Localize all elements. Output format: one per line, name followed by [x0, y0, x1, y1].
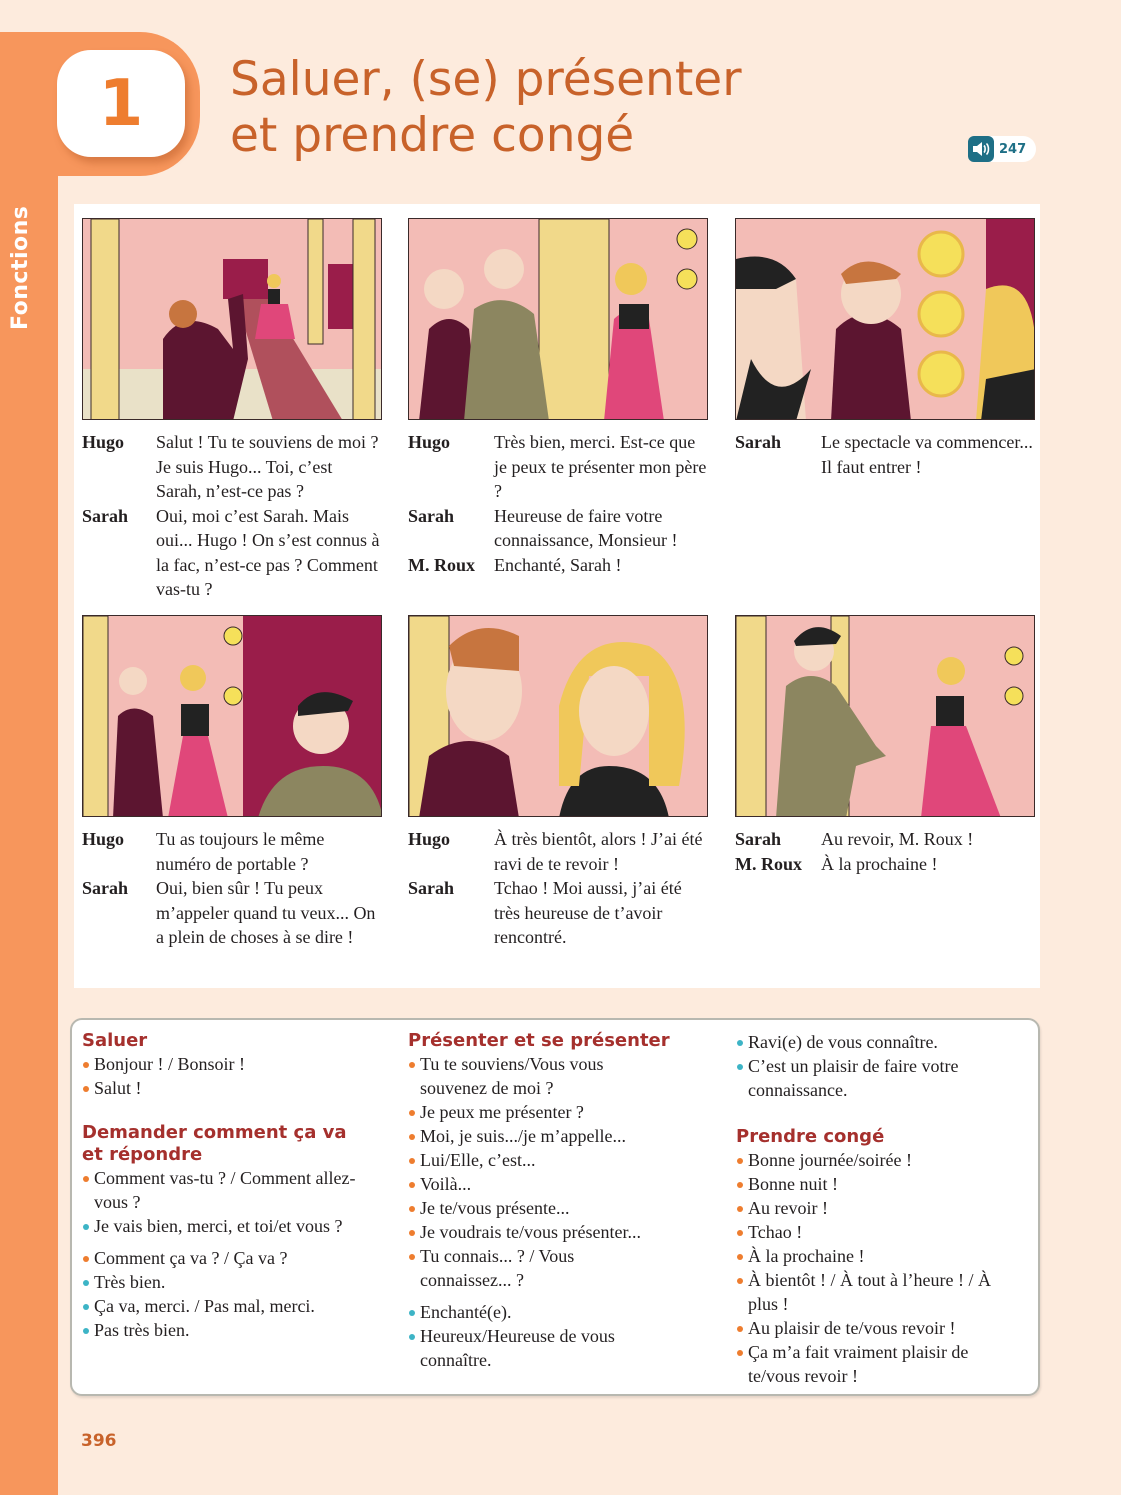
- panel-illustration: [408, 615, 708, 817]
- dialogue-text: Très bien, merci. Est-ce que je peux te présenter mon père ?: [494, 432, 707, 501]
- panel-illustration: [82, 218, 382, 420]
- speaker-name: Hugo: [82, 829, 125, 849]
- dialogue-line: [408, 876, 708, 950]
- audio-track-number: 247: [999, 141, 1027, 157]
- list-item: Bonne journée/soirée !: [736, 1148, 1026, 1172]
- list-item: Je voudrais te/vous présenter...: [408, 1220, 718, 1244]
- list-saluer: [82, 1052, 387, 1100]
- list-presenter-continued: [736, 1030, 1026, 1102]
- list-item: Heureux/Heureuse de vous connaître.: [408, 1324, 658, 1372]
- panel-dialogue: [82, 430, 382, 602]
- dialogue-line: [82, 430, 382, 504]
- title-line-2: et prendre congé: [230, 108, 635, 163]
- comic-panel-4: [82, 615, 382, 950]
- panel-dialogue: [82, 827, 382, 950]
- list-item: Comment vas-tu ? / Comment allez-vous ?: [82, 1166, 387, 1214]
- list-item: Je te/vous présente...: [408, 1196, 718, 1220]
- speaker-name: Sarah: [735, 432, 782, 452]
- dialogue-text: À la prochaine !: [821, 853, 938, 874]
- dialogue-line: [408, 430, 708, 504]
- vocab-column-1: [82, 1030, 387, 1342]
- panel-dialogue: [735, 827, 1035, 876]
- dialogue-text: Enchanté, Sarah !: [494, 554, 622, 575]
- panel-illustration: [82, 615, 382, 817]
- audio-track-button[interactable]: [968, 136, 1036, 162]
- vocabulary-box: [70, 1018, 1040, 1396]
- list-item: Tu te souviens/Vous vous souvenez de moi ?: [408, 1052, 648, 1100]
- list-item: Moi, je suis.../je m’appelle...: [408, 1124, 718, 1148]
- comic-panel-2: [408, 218, 708, 577]
- dialogue-line: [408, 504, 708, 553]
- list-item: Je vais bien, merci, et toi/et vous ?: [82, 1214, 387, 1238]
- section-heading-presenter: Présenter et se présenter: [408, 1030, 670, 1051]
- speaker-name: Sarah: [82, 505, 129, 526]
- panel-dialogue: [735, 430, 1035, 479]
- panel-illustration: [735, 615, 1035, 817]
- dialogue-text: À très bientôt, alors ! J’ai été ravi de te revoir !: [494, 829, 703, 874]
- vocab-column-3: [736, 1030, 1026, 1388]
- comic-strip: [74, 204, 1040, 988]
- dialogue-line: [735, 827, 1035, 852]
- list-item: Lui/Elle, c’est...: [408, 1148, 718, 1172]
- list-item: Ça m’a fait vraiment plaisir de te/vous revoir !: [736, 1340, 986, 1388]
- section-heading-demander: Demander comment ça va et répondre: [82, 1122, 347, 1165]
- list-item: À bientôt ! / À tout à l’heure ! / À plus !: [736, 1268, 1018, 1316]
- dialogue-line: [82, 827, 382, 876]
- list-item: Voilà...: [408, 1172, 718, 1196]
- list-item: Tu connais... ? / Vous connaissez... ?: [408, 1244, 638, 1292]
- speaker-name: Sarah: [735, 829, 782, 849]
- speaker-name: Hugo: [82, 432, 125, 452]
- speaker-icon: [968, 136, 994, 162]
- comic-panel-3: [735, 218, 1035, 479]
- section-heading-saluer: Saluer: [82, 1030, 148, 1051]
- dialogue-text: Heureuse de faire votre connaissance, Monsieur !: [494, 505, 678, 550]
- panel-illustration: [408, 218, 708, 420]
- list-item: Comment ça va ? / Ça va ?: [82, 1246, 387, 1270]
- comic-panel-6: [735, 615, 1035, 876]
- title-line-1: Saluer, (se) présenter: [230, 52, 742, 107]
- dialogue-text: Tu as toujours le même numéro de portable ?: [156, 829, 325, 874]
- dialogue-text: Tchao ! Moi aussi, j’ai été très heureuse de t’avoir rencontré.: [494, 878, 682, 947]
- dialogue-text: Oui, bien sûr ! Tu peux m’appeler quand tu veux... On a plein de choses à se dire !: [156, 878, 376, 947]
- list-demander: [82, 1166, 387, 1342]
- comic-panel-1: [82, 218, 382, 602]
- list-item: Enchanté(e).: [408, 1300, 718, 1324]
- dialogue-text: Au revoir, M. Roux !: [821, 829, 974, 849]
- list-item: À la prochaine !: [736, 1244, 1026, 1268]
- speaker-name: M. Roux: [735, 853, 802, 874]
- speaker-name: Hugo: [408, 829, 451, 849]
- list-item: Bonne nuit !: [736, 1172, 1026, 1196]
- speaker-name: Sarah: [408, 878, 455, 898]
- panel-dialogue: [408, 827, 708, 950]
- list-item: Ravi(e) de vous connaître.: [736, 1030, 1026, 1054]
- list-item: Ça va, merci. / Pas mal, merci.: [82, 1294, 387, 1318]
- dialogue-line: [735, 430, 1035, 479]
- speaker-name: Sarah: [82, 878, 129, 898]
- page-title: [230, 52, 742, 164]
- section-heading-conge: Prendre congé: [736, 1126, 885, 1147]
- speaker-name: Hugo: [408, 432, 451, 452]
- comic-panel-5: [408, 615, 708, 950]
- list-item: Bonjour ! / Bonsoir !: [82, 1052, 387, 1076]
- page-number: 396: [81, 1431, 117, 1451]
- dialogue-line: [408, 553, 708, 578]
- dialogue-text: Salut ! Tu te souviens de moi ? Je suis Hugo... Toi, c’est Sarah, n’est-ce pas ?: [156, 432, 379, 501]
- list-item: Salut !: [82, 1076, 387, 1100]
- panel-illustration: [735, 218, 1035, 420]
- vocab-column-2: [408, 1030, 718, 1372]
- list-presenter: [408, 1052, 718, 1372]
- section-label: Fonctions: [8, 205, 33, 330]
- dialogue-line: [735, 852, 1035, 877]
- list-item: Au revoir !: [736, 1196, 1026, 1220]
- panel-dialogue: [408, 430, 708, 577]
- list-item: Au plaisir de te/vous revoir !: [736, 1316, 1026, 1340]
- speaker-name: M. Roux: [408, 554, 475, 575]
- list-item: Je peux me présenter ?: [408, 1100, 718, 1124]
- dialogue-line: [82, 876, 382, 950]
- speaker-name: Sarah: [408, 505, 455, 526]
- list-item: C’est un plaisir de faire votre connaissance.: [736, 1054, 1001, 1102]
- list-item: Très bien.: [82, 1270, 387, 1294]
- chapter-number-badge: 1: [57, 50, 185, 157]
- list-item: Tchao !: [736, 1220, 1026, 1244]
- dialogue-line: [408, 827, 708, 876]
- dialogue-text: Le spectacle va commencer... Il faut entrer !: [821, 432, 1033, 477]
- dialogue-line: [82, 504, 382, 602]
- list-conge: [736, 1148, 1026, 1388]
- list-item: Pas très bien.: [82, 1318, 387, 1342]
- dialogue-text: Oui, moi c’est Sarah. Mais oui... Hugo ! On s’est connus à la fac, n’est-ce pas ? Comment vas-tu ?: [156, 505, 380, 599]
